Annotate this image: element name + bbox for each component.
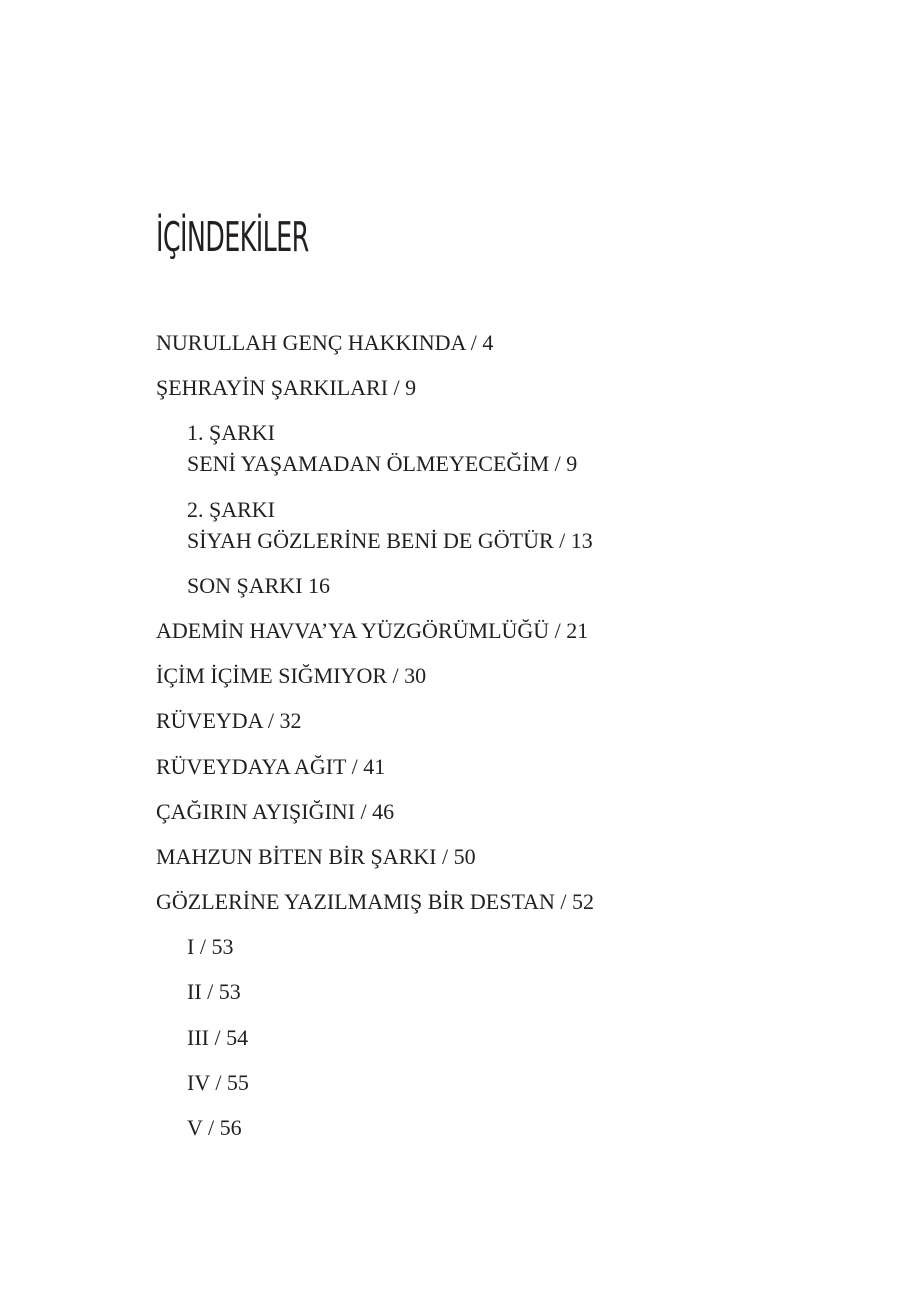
toc-entry-text: IV / 55: [187, 1069, 249, 1095]
toc-entry-text: 1. ŞARKI: [187, 420, 276, 446]
toc-subentry: [156, 417, 594, 479]
toc-entry-text: SENİ YAŞAMADAN ÖLMEYECEĞİM / 9: [187, 451, 578, 477]
toc-entry: [156, 660, 594, 691]
toc-entry: [156, 841, 594, 872]
toc-entry-text: RÜVEYDA / 32: [156, 708, 302, 734]
toc-subentry: [156, 570, 594, 601]
toc-entry-text: SON ŞARKI 16: [187, 572, 331, 598]
toc-entry: [156, 796, 594, 827]
toc-entry-text: III / 54: [187, 1024, 249, 1050]
toc-subentry: [156, 1112, 594, 1143]
toc-subentry: [156, 931, 594, 962]
toc-entry: [156, 615, 594, 646]
toc-subentry: [156, 1067, 594, 1098]
toc-subentry: [156, 1022, 594, 1053]
toc-entry-text: I / 53: [187, 934, 234, 960]
toc-entry: [156, 751, 594, 782]
toc-entry-text: GÖZLERİNE YAZILMAMIŞ BİR DESTAN / 52: [156, 889, 595, 915]
toc-entry-text: ŞEHRAYİN ŞARKILARI / 9: [156, 375, 417, 401]
toc-entry-text: NURULLAH GENÇ HAKKINDA / 4: [156, 330, 494, 355]
toc-entry-text: 2. ŞARKI: [187, 496, 276, 522]
toc-subentry: [156, 976, 594, 1007]
page-title: İÇİNDEKİLER: [156, 213, 309, 261]
toc-subentry: [156, 494, 594, 556]
table-of-contents: [156, 327, 594, 1157]
toc-entry-text: ÇAĞIRIN AYIŞIĞINI / 46: [156, 798, 395, 824]
toc-entry-text: ADEMİN HAVVA’YA YÜZGÖRÜMLÜĞÜ / 21: [156, 617, 589, 643]
toc-entry-text: SİYAH GÖZLERİNE BENİ DE GÖTÜR / 13: [187, 527, 593, 553]
toc-entry-text: RÜVEYDAYA AĞIT / 41: [156, 753, 386, 779]
toc-entry: [156, 327, 594, 358]
toc-entry-text: MAHZUN BİTEN BİR ŞARKI / 50: [156, 843, 476, 869]
toc-entry-text: II / 53: [187, 979, 241, 1005]
toc-entry-text: V / 56: [187, 1115, 242, 1140]
toc-entry: [156, 372, 594, 403]
toc-entry-text: İÇİM İÇİME SIĞMIYOR / 30: [156, 663, 427, 689]
toc-entry: [156, 705, 594, 736]
toc-entry: [156, 886, 594, 917]
